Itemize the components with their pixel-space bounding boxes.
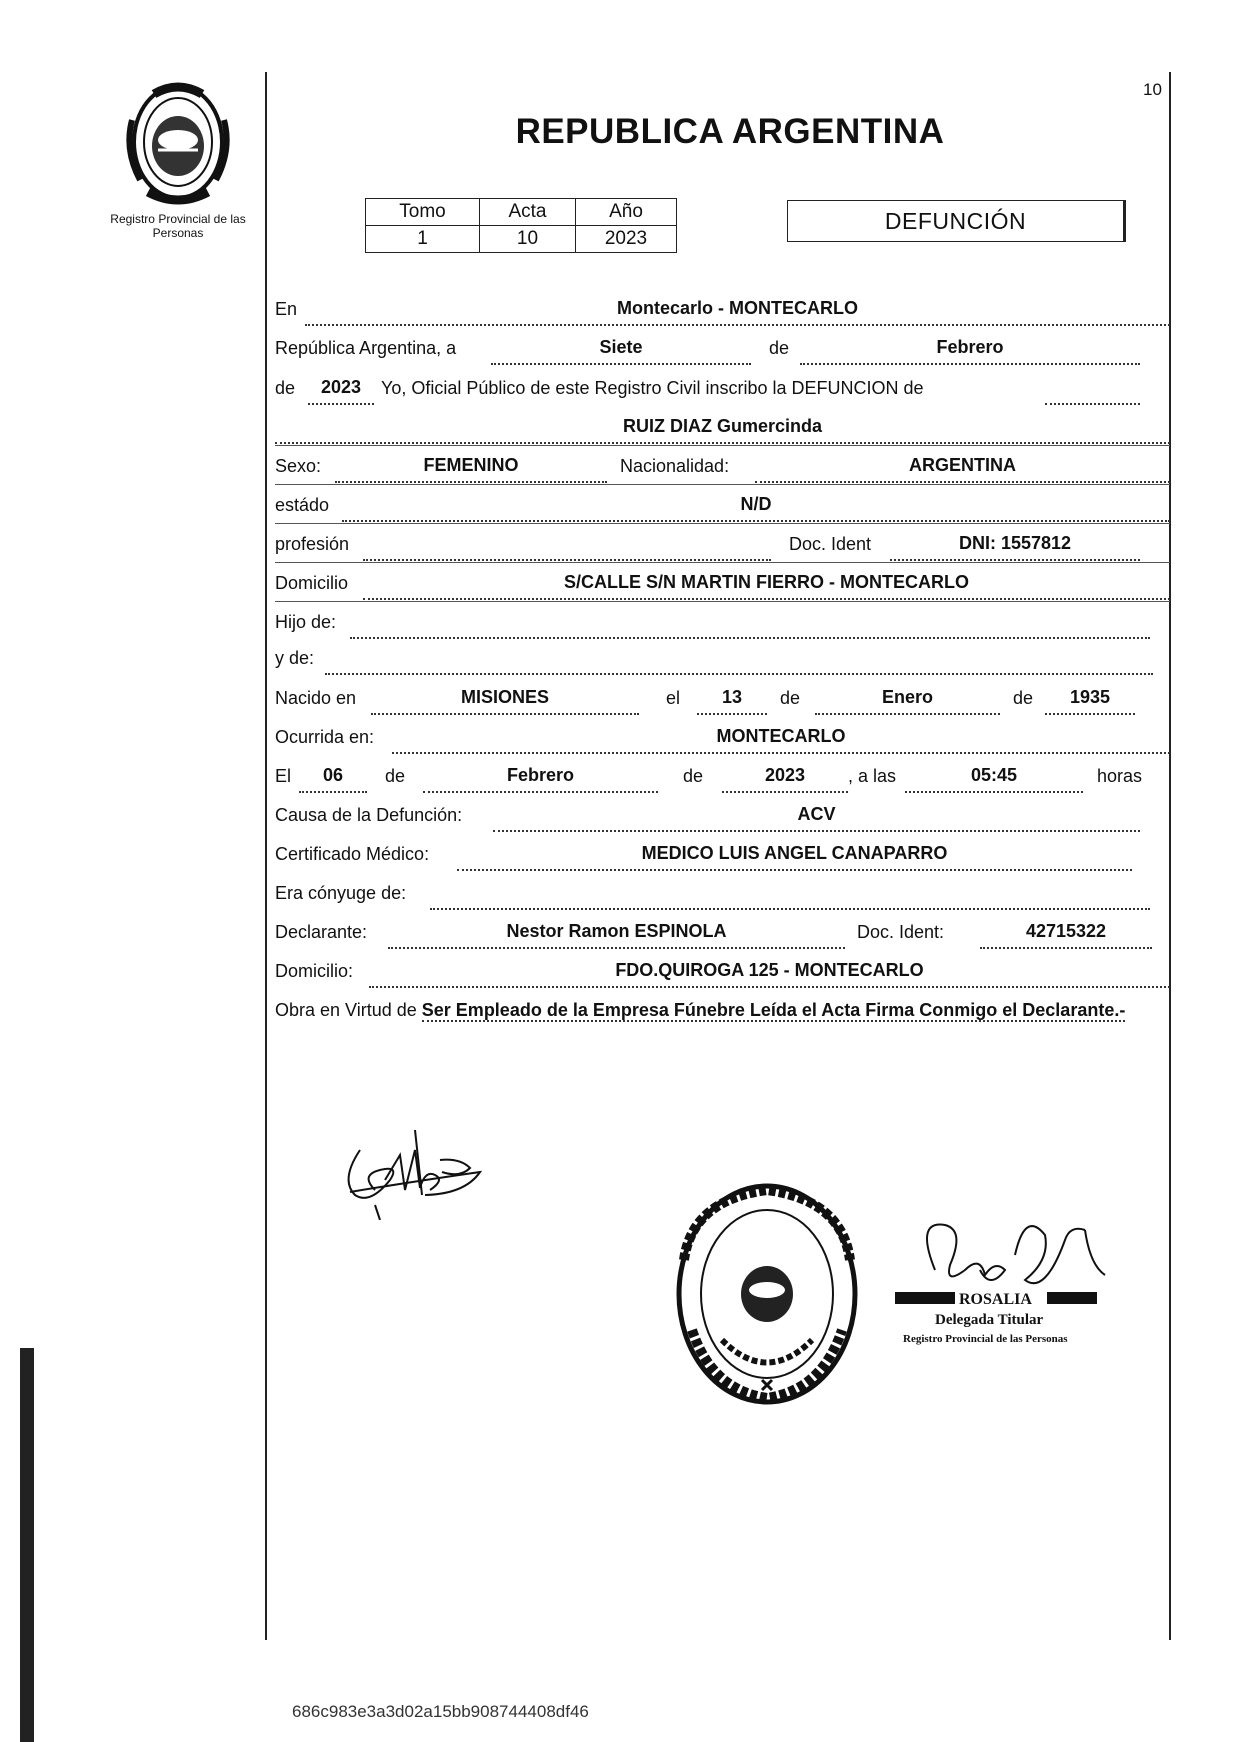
row-certificado (275, 836, 1170, 873)
label-ocurrida-en: Ocurrida en: (275, 727, 375, 747)
label-hijo-de: Hijo de: (275, 612, 337, 632)
field-hora: 05:45 (905, 765, 1083, 793)
field-y-de (325, 647, 1153, 675)
document-title: REPUBLICA ARGENTINA (515, 112, 945, 151)
row-nacido (275, 680, 1170, 717)
tomo-value: 1 (366, 226, 480, 253)
anio-value: 2023 (576, 226, 677, 253)
row-separator (275, 562, 1170, 563)
field-nacido-dia: 13 (697, 687, 767, 715)
label-de-anio: de (275, 378, 296, 398)
official-stamp (672, 1180, 862, 1413)
field-obra: Ser Empleado de la Empresa Fúnebre Leída el Acta Firma Conmigo el Declarante.- (421, 1000, 1126, 1020)
label-domicilio-decl: Domicilio: (275, 961, 354, 981)
label-certificado: Certificado Médico: (275, 844, 430, 864)
row-y-de (275, 640, 1170, 677)
field-causa: ACV (493, 804, 1140, 832)
label-y-de: y de: (275, 648, 315, 668)
label-estado: estádo (275, 495, 330, 515)
label-domicilio: Domicilio (275, 573, 349, 593)
field-estado: N/D (342, 494, 1170, 522)
label-conyuge: Era cónyuge de: (275, 883, 407, 903)
row-domicilio (275, 565, 1170, 602)
label-nacido-en: Nacido en (275, 688, 357, 708)
field-declarante-domicilio: FDO.QUIROGA 125 - MONTECARLO (369, 960, 1170, 988)
label-el-cap: El (275, 766, 292, 786)
acta-value: 10 (480, 226, 576, 253)
field-dia: Siete (491, 337, 751, 365)
label-horas: horas (1097, 766, 1143, 786)
record-table (365, 198, 677, 253)
label-en: En (275, 299, 298, 319)
label-causa: Causa de la Defunción: (275, 805, 463, 825)
row-obra-en-virtud (275, 996, 1170, 1025)
row-hijo-de (275, 604, 1170, 641)
field-anio: 2023 (308, 377, 374, 405)
official-signature (895, 1200, 1125, 1355)
field-mes: Febrero (800, 337, 1140, 365)
label-de-nac-anio: de (1013, 688, 1034, 708)
label-yo-oficial: Yo, Oficial Público de este Registro Civil inscribo la DEFUNCION de (381, 378, 924, 398)
field-declarante: Nestor Ramon ESPINOLA (388, 921, 845, 949)
field-blank-oficial (1045, 377, 1140, 405)
field-hijo-de (350, 611, 1150, 639)
field-sexo: FEMENINO (335, 455, 607, 483)
label-declarante: Declarante: (275, 922, 368, 942)
scan-edge-mark (20, 1348, 34, 1742)
field-ocurrida-en: MONTECARLO (392, 726, 1170, 754)
field-nacido-mes: Enero (815, 687, 1000, 715)
label-de-fal-anio: de (683, 766, 704, 786)
row-conyuge (275, 875, 1170, 912)
field-fallec-anio: 2023 (722, 765, 848, 793)
field-doc-ident: DNI: 1557812 (890, 533, 1140, 561)
record-table-header-row (366, 199, 677, 226)
label-sexo: Sexo: (275, 456, 322, 476)
official-org: Registro Provincial de las Personas (903, 1333, 1068, 1345)
field-nacido-lugar: MISIONES (371, 687, 639, 715)
declarant-signature (330, 1110, 490, 1225)
field-nombre: RUIZ DIAZ Gumercinda (275, 416, 1170, 444)
provincial-seal-logo (118, 80, 238, 210)
record-type-box: DEFUNCIÓN (787, 200, 1126, 242)
acta-header: Acta (480, 199, 576, 226)
organization-label: Registro Provincial de las Personas (110, 212, 246, 240)
field-declarante-doc: 42715322 (980, 921, 1152, 949)
field-domicilio: S/CALLE S/N MARTIN FIERRO - MONTECARLO (363, 572, 1170, 600)
row-estado (275, 487, 1170, 524)
label-de-mes: de (769, 338, 790, 358)
field-lugar: Montecarlo - MONTECARLO (305, 298, 1170, 326)
row-ocurrida (275, 719, 1170, 756)
row-declarante (275, 914, 1170, 951)
label-nacionalidad: Nacionalidad: (620, 456, 730, 476)
label-profesion: profesión (275, 534, 350, 554)
row-oficial (275, 370, 1170, 407)
row-sexo (275, 448, 1170, 485)
left-margin-line (265, 72, 267, 1640)
label-obra: Obra en Virtud de (275, 1000, 417, 1020)
row-separator (275, 445, 1170, 446)
row-fecha (275, 330, 1170, 367)
field-conyuge (430, 882, 1150, 910)
official-name: ROSALIA (959, 1291, 1032, 1308)
field-nacionalidad: ARGENTINA (755, 455, 1170, 483)
tomo-header: Tomo (366, 199, 480, 226)
row-separator (275, 484, 1170, 485)
label-doc-ident: Doc. Ident (789, 534, 872, 554)
document-hash: 686c983e3a3d02a15bb908744408df46 (292, 1702, 589, 1721)
field-fallec-mes: Febrero (423, 765, 658, 793)
row-nombre (275, 409, 1170, 446)
field-fallec-dia: 06 (299, 765, 367, 793)
record-table-value-row (366, 226, 677, 253)
label-el: el (666, 688, 681, 708)
label-republica: República Argentina, a (275, 338, 457, 358)
label-doc-ident-decl: Doc. Ident: (857, 922, 945, 942)
official-title: Delegada Titular (935, 1312, 1044, 1328)
anio-header: Año (576, 199, 677, 226)
row-separator (275, 523, 1170, 524)
field-nacido-anio: 1935 (1045, 687, 1135, 715)
label-a-las: , a las (848, 766, 897, 786)
row-separator (275, 601, 1170, 602)
row-causa (275, 797, 1170, 834)
row-profesion (275, 526, 1170, 563)
label-de-nac-mes: de (780, 688, 801, 708)
row-fallecimiento (275, 758, 1170, 795)
field-profesion (363, 533, 771, 561)
row-lugar (275, 291, 1170, 328)
label-de-fal-mes: de (385, 766, 406, 786)
page-number: 10 (1143, 80, 1162, 99)
field-certificado: MEDICO LUIS ANGEL CANAPARRO (457, 843, 1132, 871)
row-domicilio-declarante (275, 953, 1170, 990)
